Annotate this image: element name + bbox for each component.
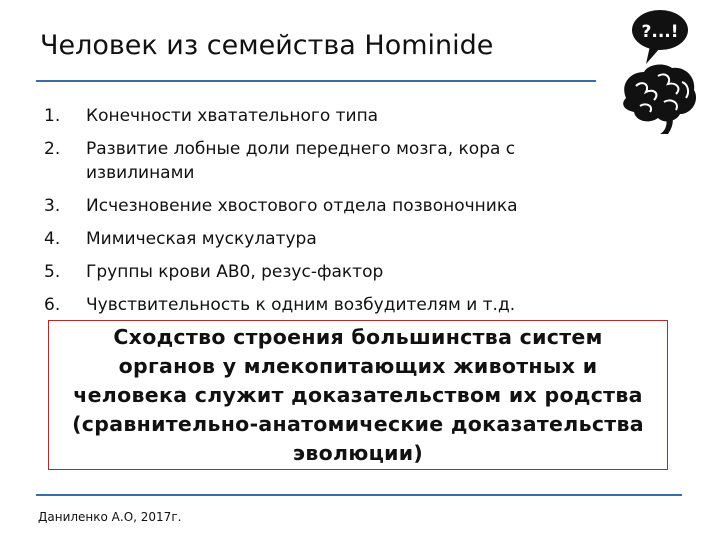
list-item-number: 1. bbox=[44, 106, 61, 126]
bubble-text: ?...! bbox=[641, 22, 679, 42]
list-item-text: Группы крови АВ0, резус-фактор bbox=[86, 262, 384, 282]
list-item bbox=[44, 227, 604, 251]
list-item bbox=[44, 260, 604, 284]
list-item-text: Развитие лобные доли переднего мозга, кора с извилинами bbox=[86, 139, 516, 183]
list-item bbox=[44, 104, 604, 128]
conclusion-box bbox=[48, 320, 668, 470]
list-item-text: Конечности хватательного типа bbox=[86, 106, 379, 126]
brain-illustration bbox=[606, 6, 706, 136]
list-item-number: 4. bbox=[44, 229, 61, 249]
footer-divider bbox=[36, 494, 682, 496]
list-item-number: 6. bbox=[44, 295, 61, 315]
brain-icon bbox=[623, 65, 696, 134]
author-credit: Даниленко А.О, 2017г. bbox=[38, 510, 182, 524]
list-item-text: Исчезновение хвостового отдела позвоночника bbox=[86, 196, 518, 216]
list-item-number: 5. bbox=[44, 262, 61, 282]
speech-bubble-icon bbox=[632, 10, 688, 64]
slide-title: Человек из семейства Hominide bbox=[40, 30, 494, 61]
list-item bbox=[44, 137, 604, 185]
conclusion-text: Сходство строения большинства систем органов у млекопитающих животных и человека служит доказательством их родства (сравнительно-анатомические доказательства эволюции) bbox=[72, 324, 644, 465]
feature-list bbox=[44, 104, 604, 326]
list-item bbox=[44, 194, 604, 218]
brain-thinking-icon bbox=[606, 6, 706, 136]
list-item-number: 2. bbox=[44, 139, 61, 159]
title-divider bbox=[36, 80, 596, 82]
list-item bbox=[44, 293, 604, 317]
list-item-number: 3. bbox=[44, 196, 61, 216]
list-item-text: Чувствительность к одним возбудителям и т.д. bbox=[86, 295, 516, 315]
list-item-text: Мимическая мускулатура bbox=[86, 229, 317, 249]
